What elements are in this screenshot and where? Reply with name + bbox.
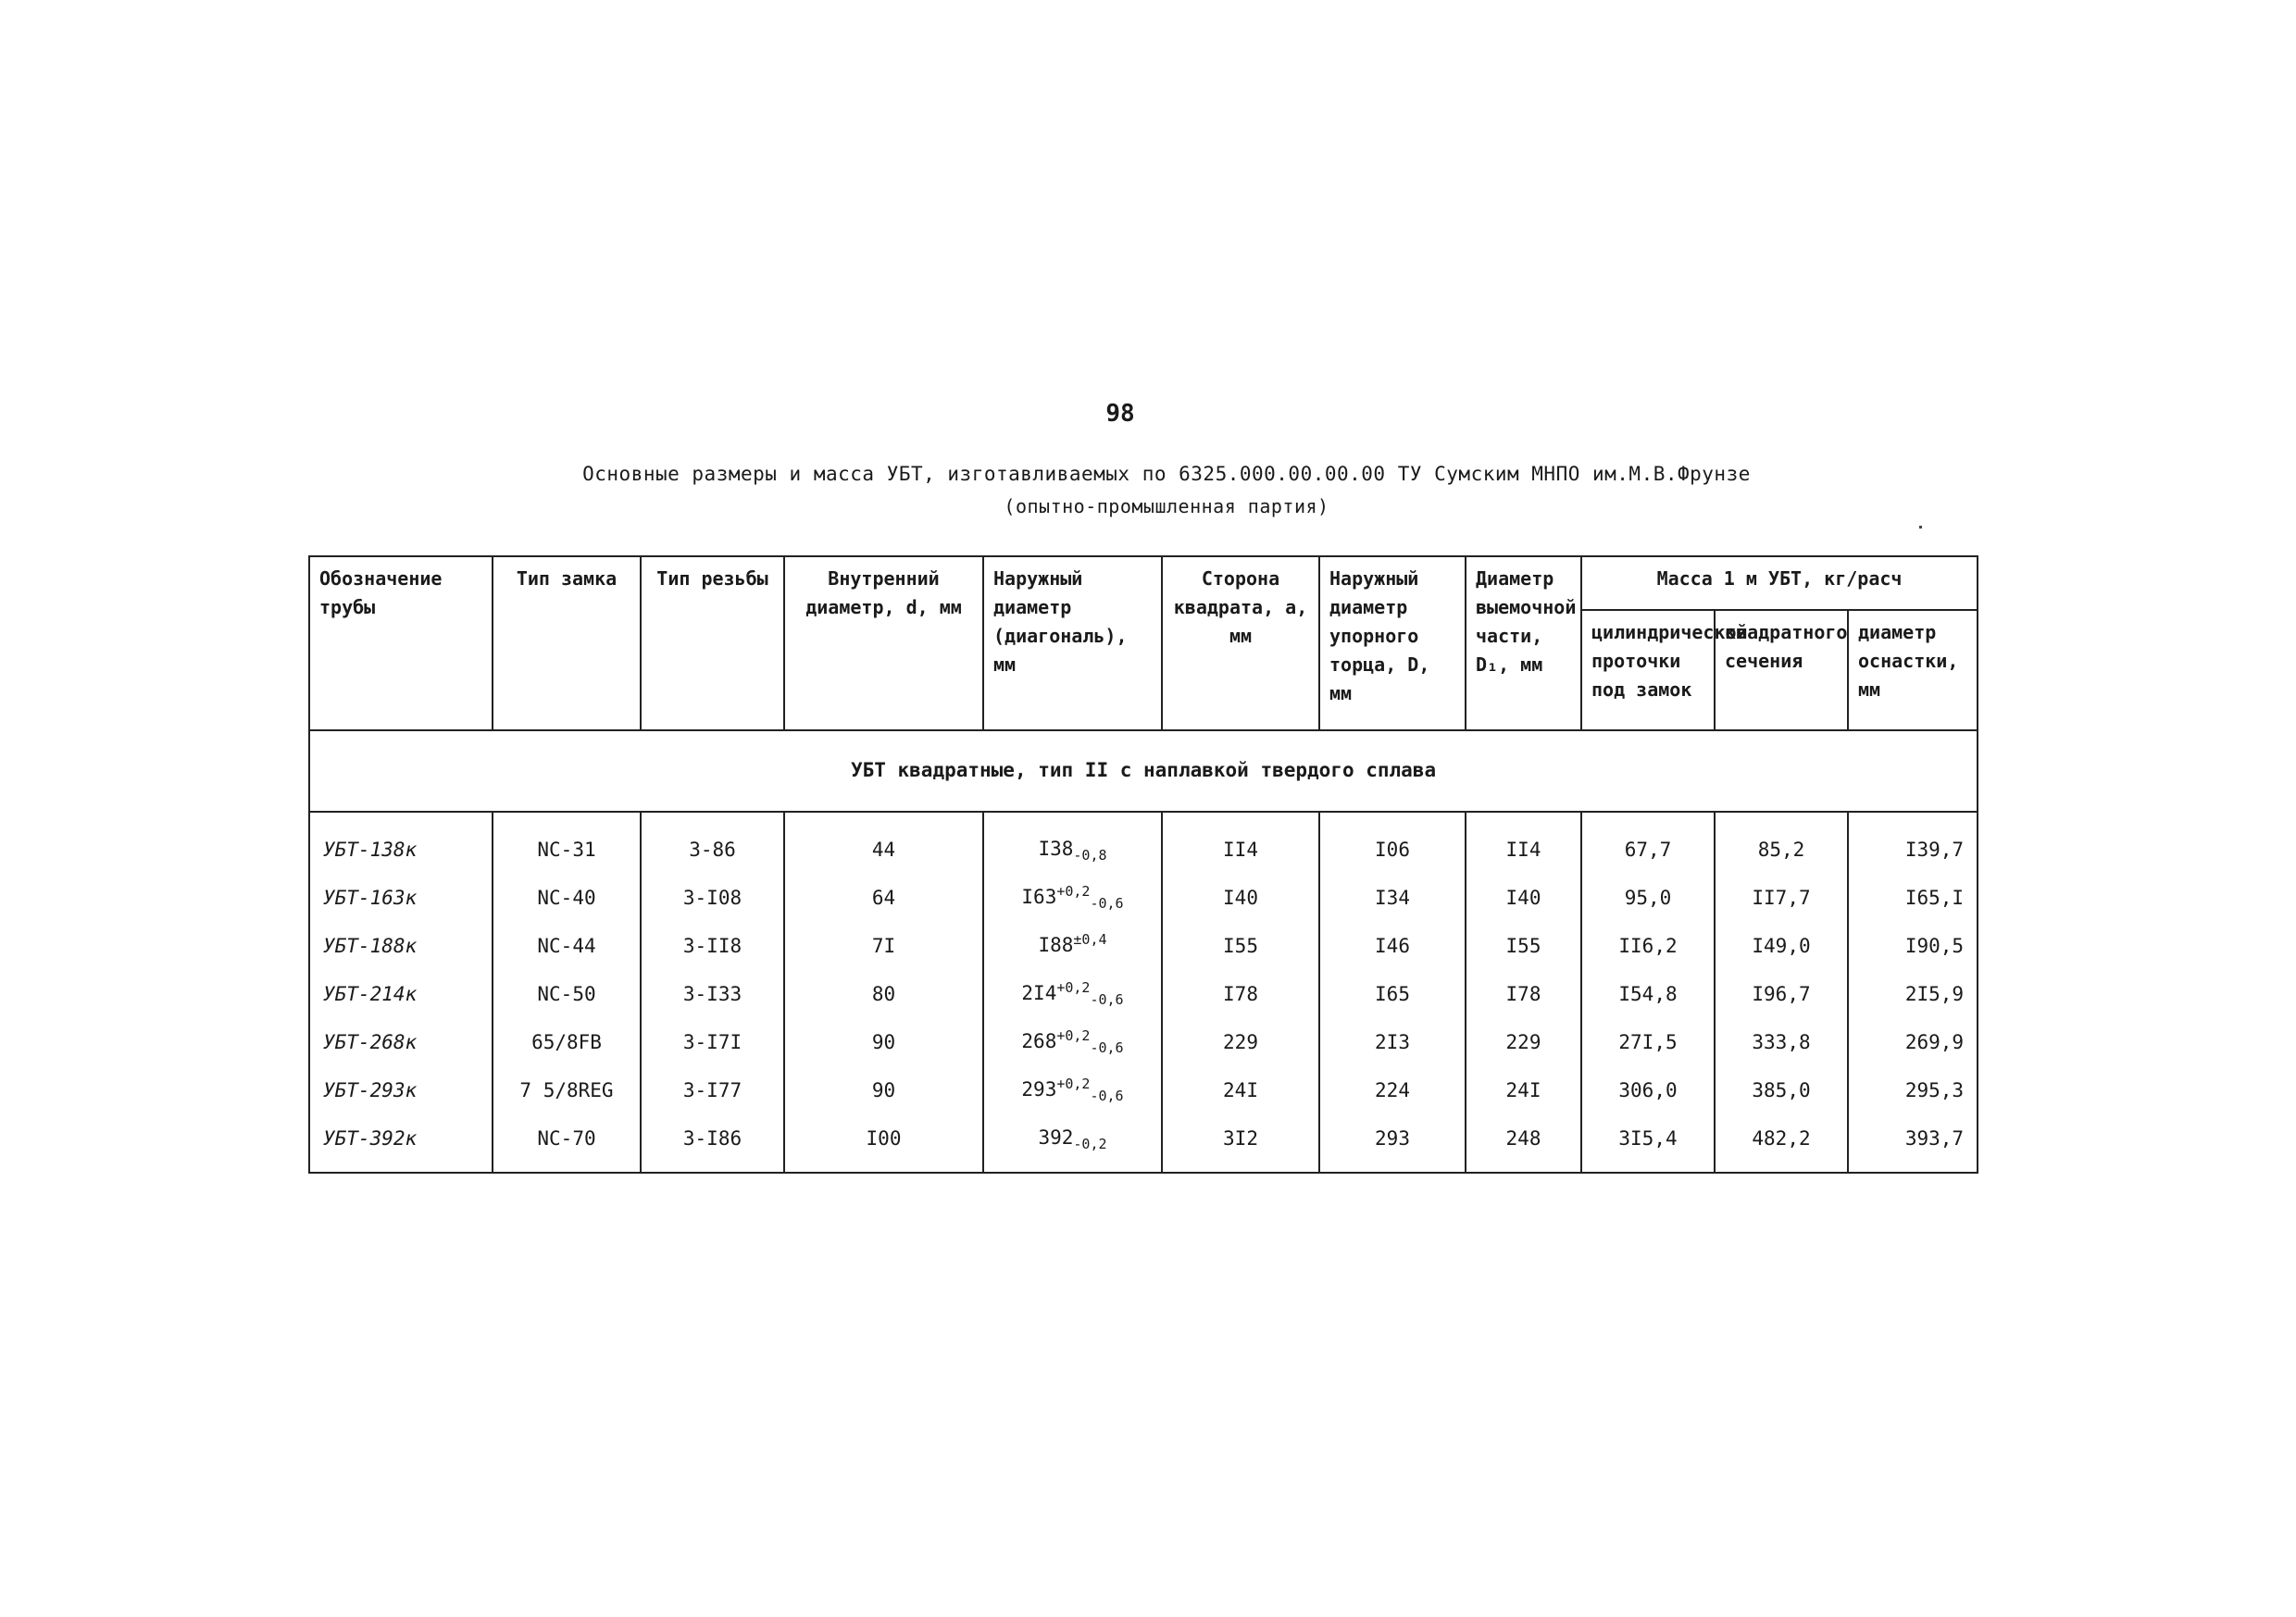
cell-shoulder-diameter: I06 (1319, 812, 1466, 874)
table-title: Основные размеры и масса УБТ, изготавливаемых по 6325.000.00.00.00 ТУ Сумским МНПО им.М.В.Фрунзе (582, 463, 1751, 485)
header-square-side: Сторона квадрата, a, мм (1162, 556, 1319, 730)
outer-diameter-base: 268 (1021, 1030, 1057, 1053)
dimensions-table-wrapper (308, 555, 1977, 1174)
cell-outer-diameter (983, 922, 1162, 970)
header-mass-group: Масса 1 м УБТ, кг/расч (1581, 556, 1978, 610)
cell-mass-cylindrical: 27I,5 (1581, 1018, 1715, 1066)
outer-diameter-base: I38 (1038, 838, 1074, 861)
cell-recess-diameter: I40 (1466, 874, 1581, 922)
cell-shoulder-diameter: I65 (1319, 970, 1466, 1018)
cell-mass-square: I49,0 (1715, 922, 1848, 970)
header-thread-type: Тип резьбы (641, 556, 784, 730)
scan-speck (1919, 526, 1922, 529)
cell-inner-diameter: 80 (784, 970, 983, 1018)
outer-diameter-lower-tolerance: -0,6 (1090, 1039, 1124, 1057)
cell-shoulder-diameter: 2I3 (1319, 1018, 1466, 1066)
cell-lock-type: NC-70 (493, 1114, 641, 1173)
cell-square-side: I78 (1162, 970, 1319, 1018)
cell-inner-diameter: 7I (784, 922, 983, 970)
cell-shoulder-diameter: 224 (1319, 1066, 1466, 1114)
header-mass-cylindrical: цилиндрической проточки под замок (1581, 610, 1715, 730)
cell-recess-diameter: 24I (1466, 1066, 1581, 1114)
outer-diameter-base: 392 (1038, 1126, 1074, 1150)
header-designation: Обозначение трубы (309, 556, 493, 730)
header-mass-diameter: диаметр оснастки, мм (1848, 610, 1978, 730)
page-number: 98 (1105, 400, 1135, 428)
cell-mass-diameter: I65,I (1848, 874, 1978, 922)
cell-mass-diameter: 295,3 (1848, 1066, 1978, 1114)
cell-mass-square: 385,0 (1715, 1066, 1848, 1114)
outer-diameter-upper-tolerance: +0,2 (1056, 1076, 1091, 1093)
cell-designation: УБТ-268к (309, 1018, 493, 1066)
cell-mass-diameter: I39,7 (1848, 812, 1978, 874)
cell-shoulder-diameter: I46 (1319, 922, 1466, 970)
table-row (309, 874, 1978, 922)
header-inner-diameter: Внутренний диаметр, d, мм (784, 556, 983, 730)
outer-diameter-lower-tolerance: -0,2 (1073, 1136, 1107, 1153)
table-row (309, 1114, 1978, 1173)
cell-outer-diameter (983, 1114, 1162, 1173)
outer-diameter-base: I63 (1021, 886, 1057, 909)
cell-designation: УБТ-163к (309, 874, 493, 922)
cell-mass-square: II7,7 (1715, 874, 1848, 922)
cell-outer-diameter (983, 970, 1162, 1018)
cell-designation: УБТ-293к (309, 1066, 493, 1114)
table-subtitle: (опытно-промышленная партия) (1004, 495, 1329, 517)
outer-diameter-lower-tolerance: -0,8 (1073, 847, 1107, 864)
cell-mass-diameter: I90,5 (1848, 922, 1978, 970)
cell-designation: УБТ-188к (309, 922, 493, 970)
cell-lock-type: NC-31 (493, 812, 641, 874)
table-row (309, 1018, 1978, 1066)
outer-diameter-base: 293 (1021, 1078, 1057, 1101)
cell-recess-diameter: 229 (1466, 1018, 1581, 1066)
cell-mass-square: 333,8 (1715, 1018, 1848, 1066)
cell-shoulder-diameter: 293 (1319, 1114, 1466, 1173)
cell-recess-diameter: 248 (1466, 1114, 1581, 1173)
outer-diameter-upper-tolerance: +0,2 (1056, 979, 1091, 997)
section-title: УБТ квадратные, тип II с наплавкой твердого сплава (309, 730, 1978, 812)
header-outer-diameter: Наружный диаметр (диагональ), мм (983, 556, 1162, 730)
cell-recess-diameter: II4 (1466, 812, 1581, 874)
cell-outer-diameter (983, 1066, 1162, 1114)
header-recess-diameter: Диаметр выемочной части, D₁, мм (1466, 556, 1581, 730)
cell-thread-type: З-I33 (641, 970, 784, 1018)
cell-shoulder-diameter: I34 (1319, 874, 1466, 922)
cell-mass-diameter: 269,9 (1848, 1018, 1978, 1066)
header-shoulder-diameter: Наружный диаметр упорного торца, D, мм (1319, 556, 1466, 730)
cell-inner-diameter: 90 (784, 1066, 983, 1114)
cell-square-side: I55 (1162, 922, 1319, 970)
dimensions-table (308, 555, 1978, 1174)
cell-square-side: 24I (1162, 1066, 1319, 1114)
cell-thread-type: З-I86 (641, 1114, 784, 1173)
cell-mass-cylindrical: 67,7 (1581, 812, 1715, 874)
cell-mass-cylindrical: 306,0 (1581, 1066, 1715, 1114)
cell-lock-type: 65/8FB (493, 1018, 641, 1066)
data-rows (309, 812, 1978, 1173)
cell-inner-diameter: 90 (784, 1018, 983, 1066)
cell-inner-diameter: I00 (784, 1114, 983, 1173)
cell-thread-type: З-II8 (641, 922, 784, 970)
table-row (309, 812, 1978, 874)
cell-outer-diameter (983, 874, 1162, 922)
header-row-1 (309, 556, 1978, 610)
outer-diameter-base: I88 (1038, 934, 1074, 957)
cell-square-side: 229 (1162, 1018, 1319, 1066)
outer-diameter-upper-tolerance: +0,2 (1056, 883, 1091, 901)
outer-diameter-lower-tolerance: -0,6 (1090, 895, 1124, 913)
cell-lock-type: NC-40 (493, 874, 641, 922)
outer-diameter-lower-tolerance: -0,6 (1090, 1088, 1124, 1105)
outer-diameter-lower-tolerance: -0,6 (1090, 991, 1124, 1009)
table-row (309, 1066, 1978, 1114)
cell-designation: УБТ-392к (309, 1114, 493, 1173)
cell-inner-diameter: 44 (784, 812, 983, 874)
cell-lock-type: NC-50 (493, 970, 641, 1018)
cell-thread-type: З-I08 (641, 874, 784, 922)
cell-lock-type: NC-44 (493, 922, 641, 970)
cell-recess-diameter: I78 (1466, 970, 1581, 1018)
cell-mass-cylindrical: I54,8 (1581, 970, 1715, 1018)
cell-lock-type: 7 5/8REG (493, 1066, 641, 1114)
table-row (309, 922, 1978, 970)
cell-mass-cylindrical: II6,2 (1581, 922, 1715, 970)
cell-recess-diameter: I55 (1466, 922, 1581, 970)
cell-mass-cylindrical: 95,0 (1581, 874, 1715, 922)
header-mass-square: квадратного сечения (1715, 610, 1848, 730)
cell-mass-cylindrical: 3I5,4 (1581, 1114, 1715, 1173)
cell-designation: УБТ-138к (309, 812, 493, 874)
outer-diameter-upper-tolerance: +0,2 (1056, 1027, 1091, 1045)
outer-diameter-upper-tolerance: ±0,4 (1073, 931, 1107, 949)
table-row (309, 970, 1978, 1018)
cell-inner-diameter: 64 (784, 874, 983, 922)
cell-designation: УБТ-214к (309, 970, 493, 1018)
section-row (309, 730, 1978, 812)
cell-mass-diameter: 393,7 (1848, 1114, 1978, 1173)
cell-square-side: II4 (1162, 812, 1319, 874)
cell-mass-diameter: 2I5,9 (1848, 970, 1978, 1018)
header-lock-type: Тип замка (493, 556, 641, 730)
cell-square-side: 3I2 (1162, 1114, 1319, 1173)
cell-thread-type: З-I7I (641, 1018, 784, 1066)
cell-thread-type: З-I77 (641, 1066, 784, 1114)
cell-outer-diameter (983, 812, 1162, 874)
cell-mass-square: 482,2 (1715, 1114, 1848, 1173)
outer-diameter-base: 2I4 (1021, 982, 1057, 1005)
cell-outer-diameter (983, 1018, 1162, 1066)
cell-square-side: I40 (1162, 874, 1319, 922)
cell-mass-square: I96,7 (1715, 970, 1848, 1018)
cell-thread-type: З-86 (641, 812, 784, 874)
cell-mass-square: 85,2 (1715, 812, 1848, 874)
